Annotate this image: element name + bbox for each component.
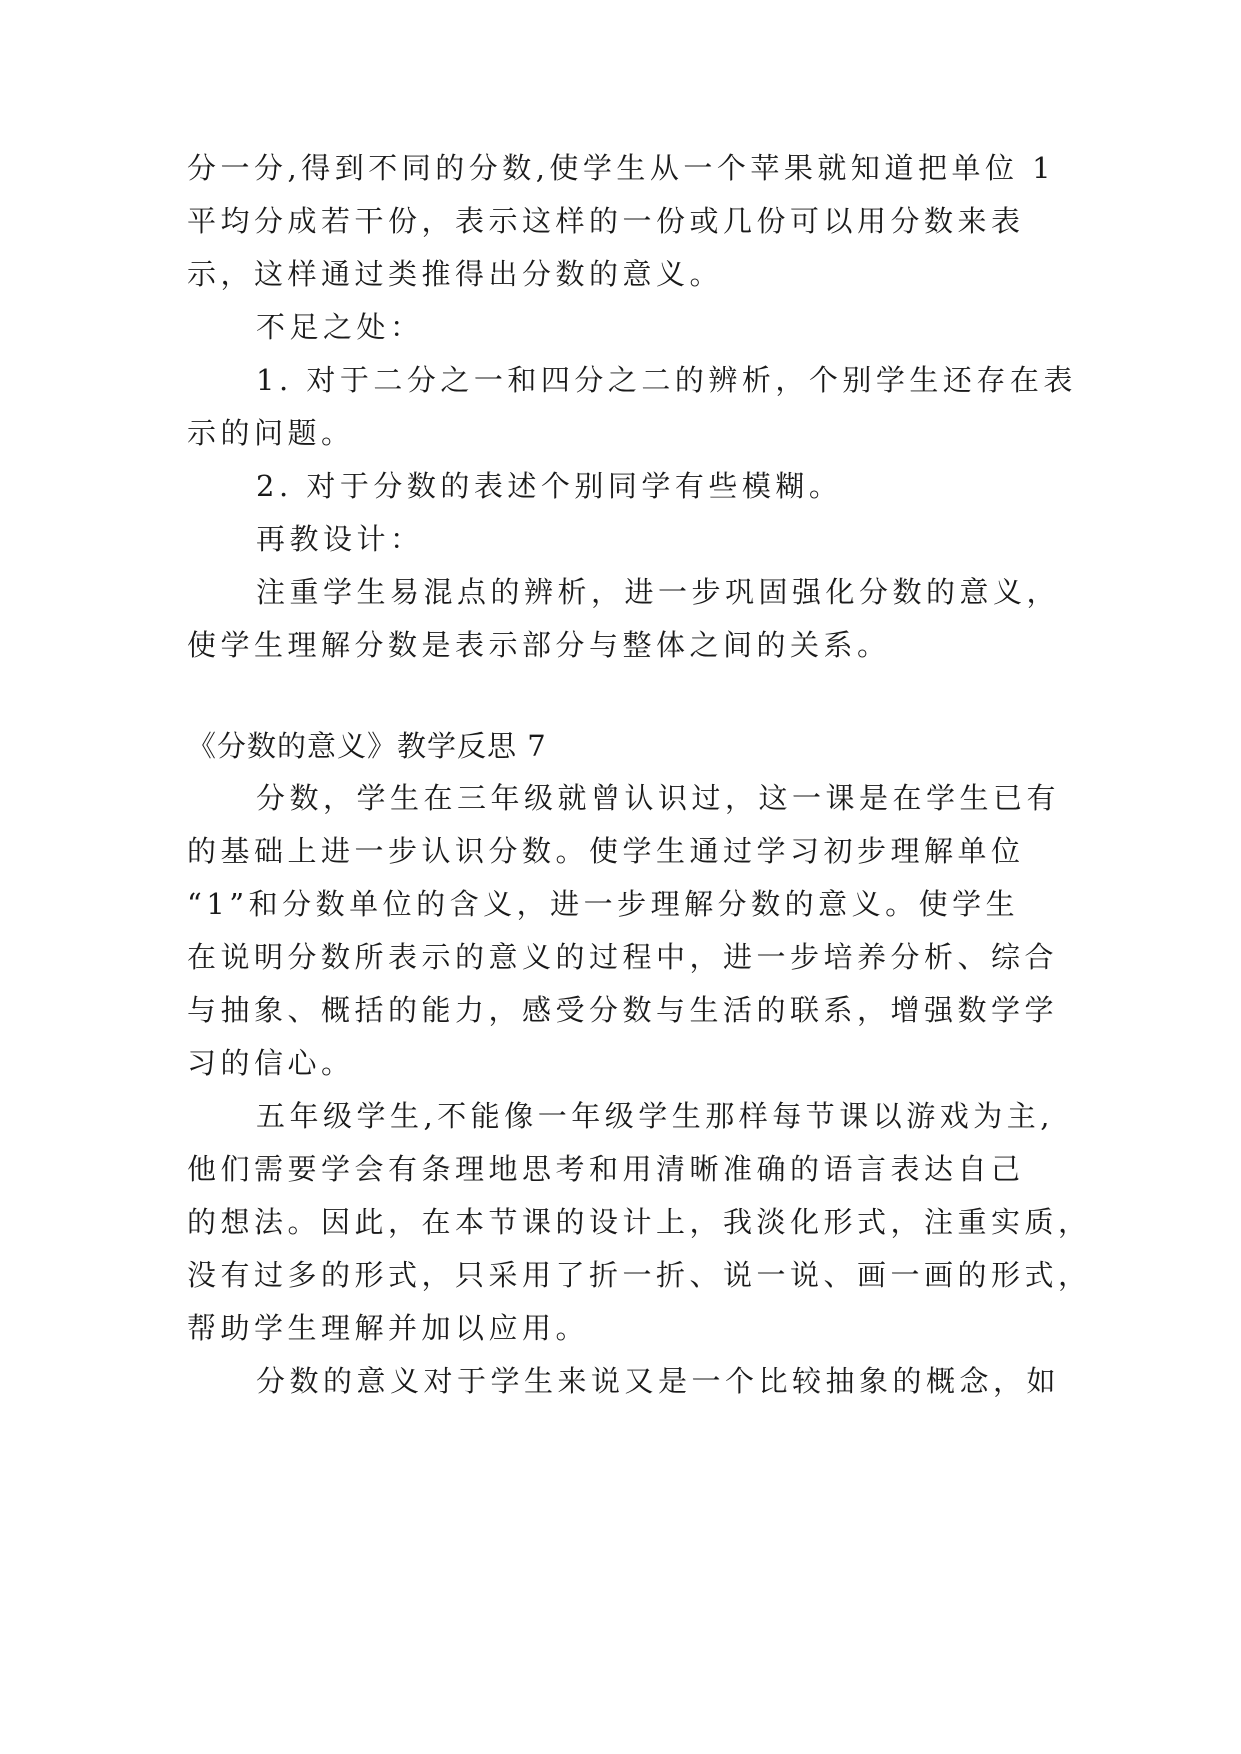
- body-text-line: 分数，学生在三年级就曾认识过，这一课是在学生已有: [256, 781, 1061, 815]
- body-text-line: 习的信心。: [187, 1046, 355, 1080]
- body-text-line: 注重学生易混点的辨析，进一步巩固强化分数的意义，: [256, 575, 1061, 609]
- shortcomings-heading: 不足之处：: [256, 310, 424, 344]
- body-text-line: 与抽象、概括的能力，感受分数与生活的联系，增强数学学: [187, 993, 1059, 1027]
- body-text-line: 的想法。因此，在本节课的设计上，我淡化形式，注重实质，: [187, 1205, 1092, 1239]
- section-title: 《分数的意义》教学反思 7: [187, 729, 547, 763]
- body-text-line: 的基础上进一步认识分数。使学生通过学习初步理解单位: [187, 834, 1025, 868]
- body-text-line: 使学生理解分数是表示部分与整体之间的关系。: [187, 628, 891, 662]
- body-text-line: 帮助学生理解并加以应用。: [187, 1311, 590, 1345]
- body-text-line: 他们需要学会有条理地思考和用清晰准确的语言表达自己: [187, 1152, 1025, 1186]
- body-text-line: 没有过多的形式，只采用了折一折、说一说、画一画的形式，: [187, 1258, 1092, 1292]
- redesign-heading: 再教设计：: [256, 522, 424, 556]
- body-text-line: 平均分成若干份，表示这样的一份或几份可以用分数来表: [187, 204, 1025, 238]
- body-text-line: 五年级学生,不能像一年级学生那样每节课以游戏为主,: [256, 1099, 1054, 1133]
- shortcoming-item: 2. 对于分数的表述个别同学有些模糊。: [256, 469, 843, 503]
- shortcoming-item-continued: 示的问题。: [187, 416, 355, 450]
- shortcoming-item: 1. 对于二分之一和四分之二的辨析，个别学生还存在表: [256, 363, 1077, 397]
- body-text-line: “1”和分数单位的含义，进一步理解分数的意义。使学生: [187, 887, 1020, 921]
- body-text-line: 在说明分数所表示的意义的过程中，进一步培养分析、综合: [187, 940, 1059, 974]
- body-text-line: 分一分,得到不同的分数,使学生从一个苹果就知道把单位 1: [187, 151, 1056, 185]
- body-text-line: 示，这样通过类推得出分数的意义。: [187, 257, 724, 291]
- body-text-line: 分数的意义对于学生来说又是一个比较抽象的概念，如: [256, 1364, 1061, 1398]
